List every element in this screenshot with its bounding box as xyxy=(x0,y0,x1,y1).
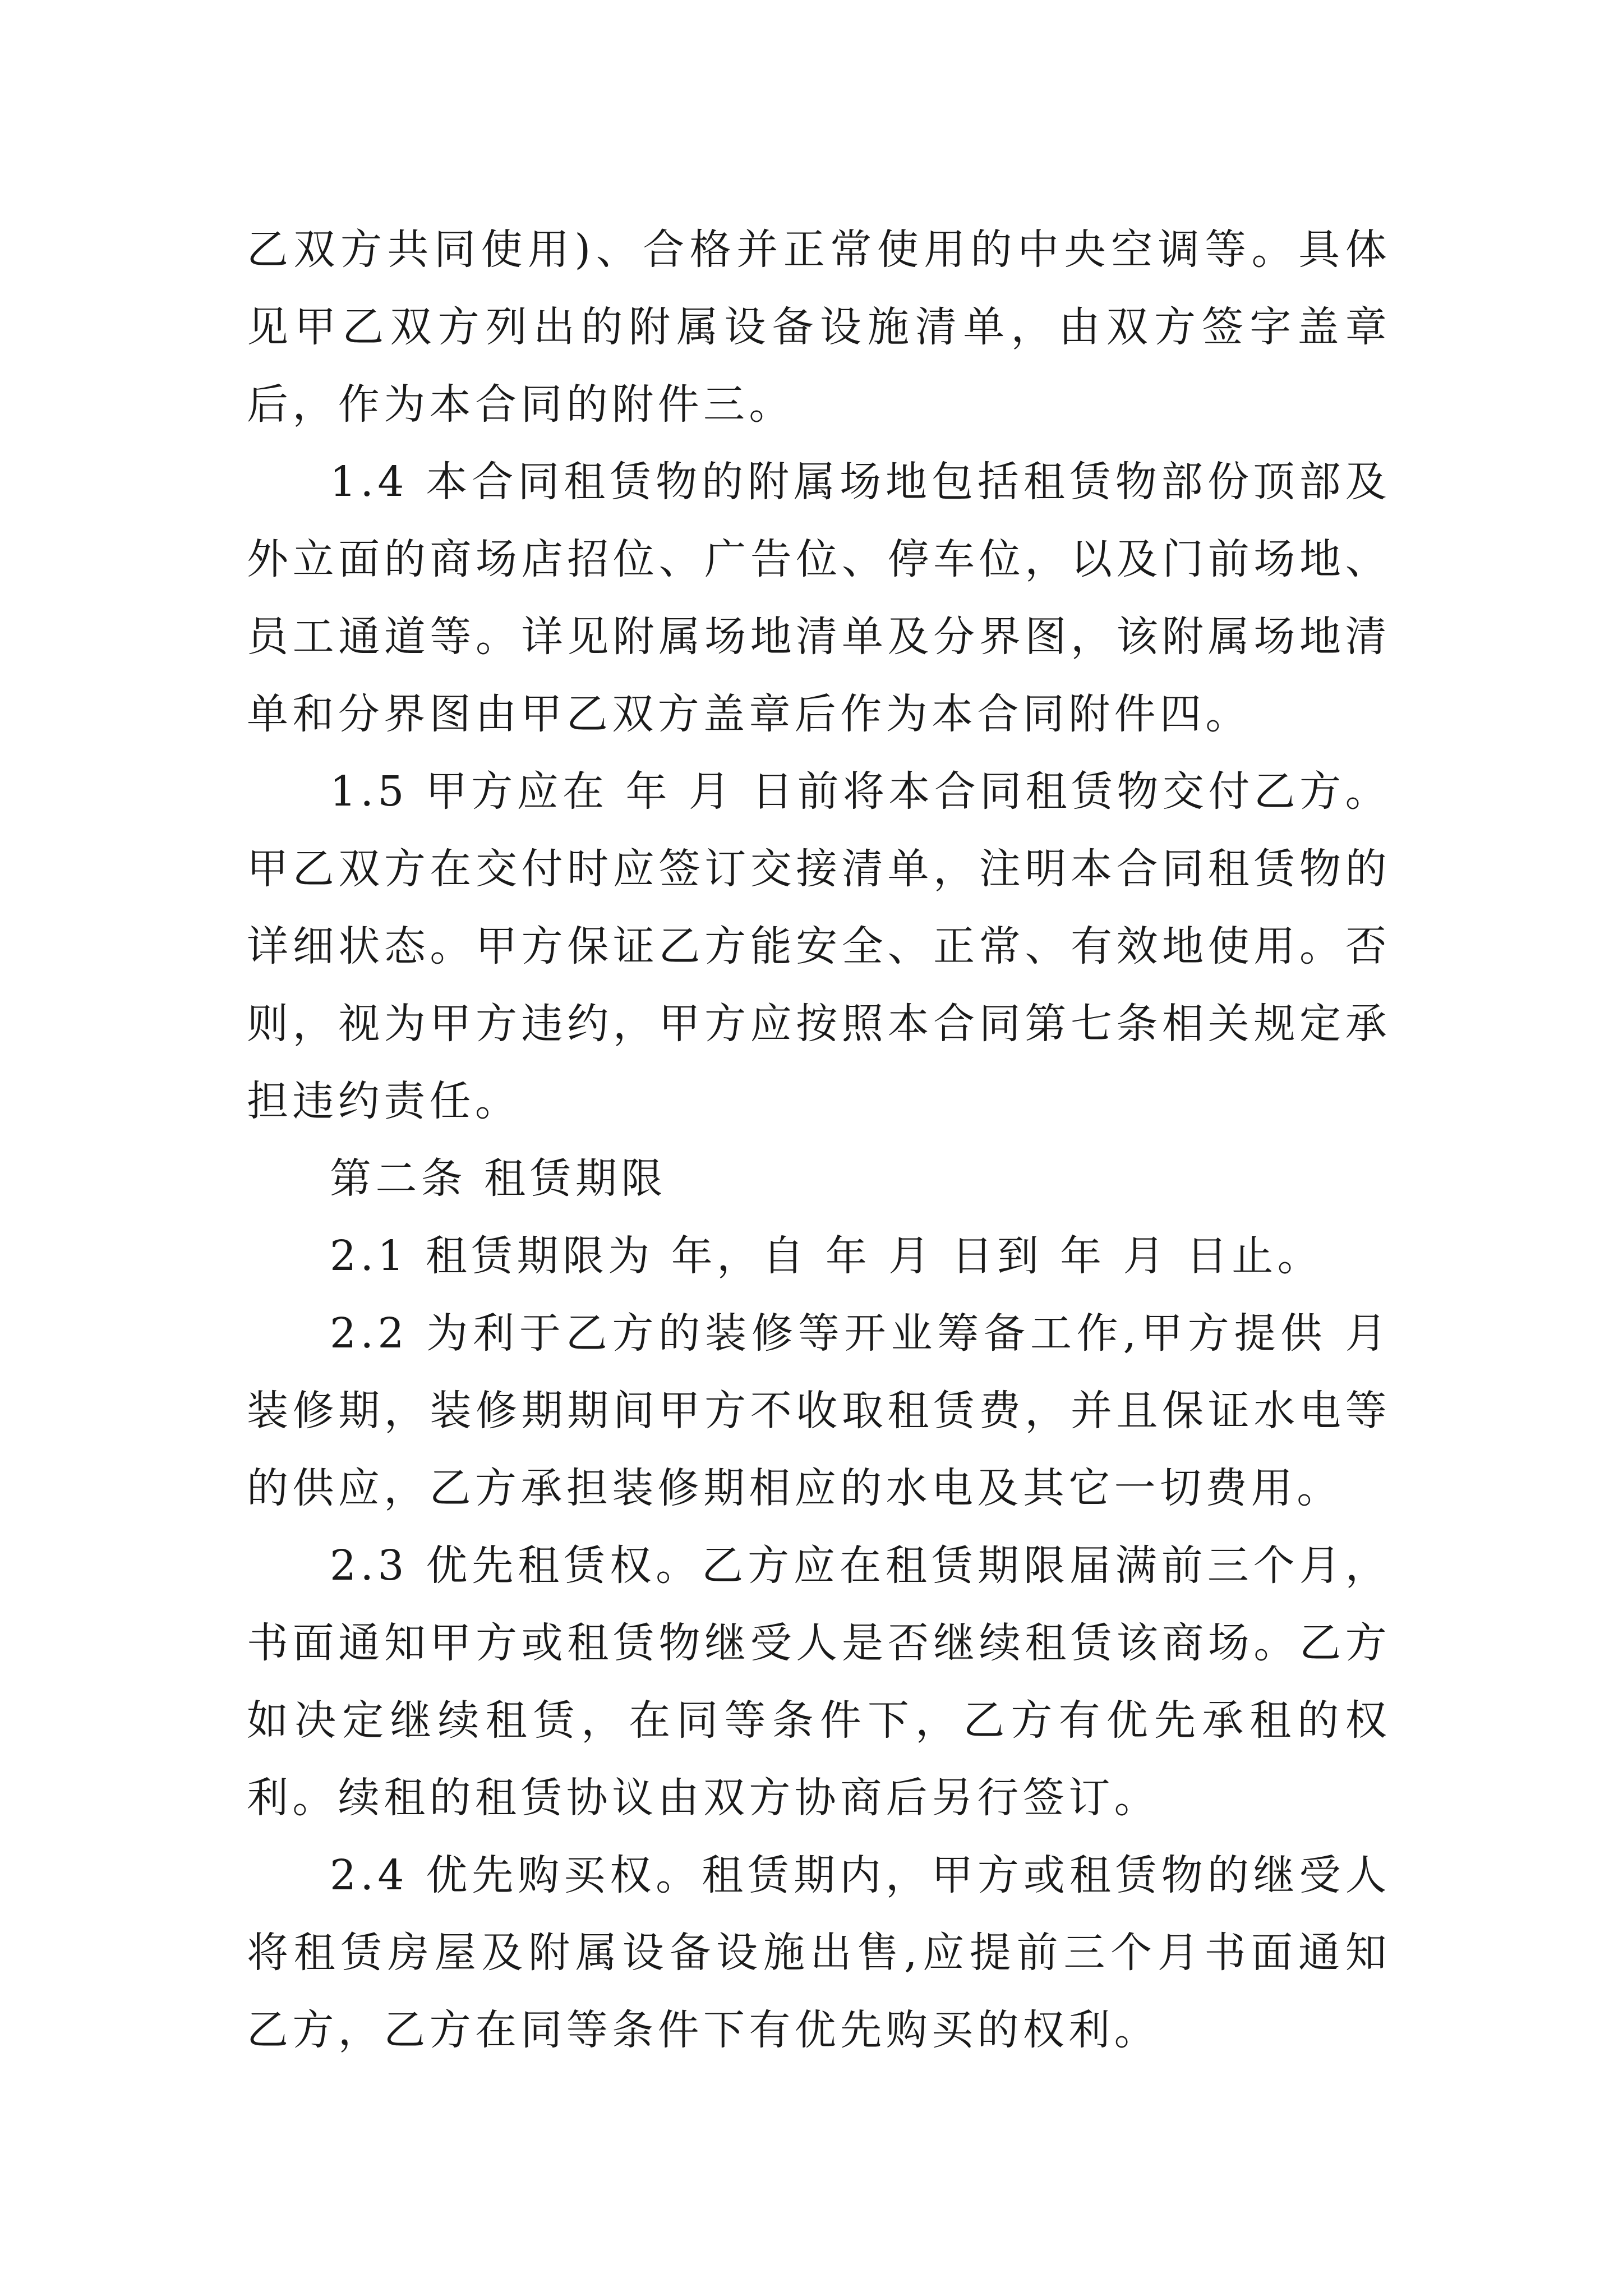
paragraph-clause-1-4: 1.4 本合同租赁物的附属场地包括租赁物部份顶部及外立面的商场店招位、广告位、停车位，以及门前场地、员工通道等。详见附属场地清单及分界图，该附属场地清单和分界图由甲乙双方盖章后作为本合同附件四。 xyxy=(247,458,1391,738)
paragraph-clause-2-2: 2.2 为利于乙方的装修等开业筹备工作,甲方提供 月装修期，装修期期间甲方不收取租赁费，并且保证水电等的供应，乙方承担装修期相应的水电及其它一切费用。 xyxy=(247,1309,1391,1512)
paragraph-clause-2-3: 2.3 优先租赁权。乙方应在租赁期限届满前三个月，书面通知甲方或租赁物继受人是否继续租赁该商场。乙方如决定继续租赁，在同等条件下，乙方有优先承租的权利。续租的租赁协议由双方协商后另行签订。 xyxy=(247,1542,1391,1822)
paragraph-clause-1-5: 1.5 甲方应在 年 月 日前将本合同租赁物交付乙方。甲乙双方在交付时应签订交接清单，注明本合同租赁物的详细状态。甲方保证乙方能安全、正常、有效地使用。否则，视为甲方违约，甲方应按照本合同第七条相关规定承担违约责任。 xyxy=(247,767,1391,1125)
paragraph-clause-2-4: 2.4 优先购买权。租赁期内，甲方或租赁物的继受人将租赁房屋及附属设备设施出售,应提前三个月书面通知乙方，乙方在同等条件下有优先购买的权利。 xyxy=(247,1851,1391,2054)
paragraph-clause-2-1: 2.1 租赁期限为 年，自 年 月 日到 年 月 日止。 xyxy=(330,1232,1324,1280)
paragraph-continuation: 乙双方共同使用)、合格并正常使用的中央空调等。具体见甲乙双方列出的附属设备设施清单，由双方签字盖章后，作为本合同的附件三。 xyxy=(247,226,1391,429)
document-body xyxy=(247,211,1391,2069)
section-heading-article-2: 第二条 租赁期限 xyxy=(330,1154,667,1203)
